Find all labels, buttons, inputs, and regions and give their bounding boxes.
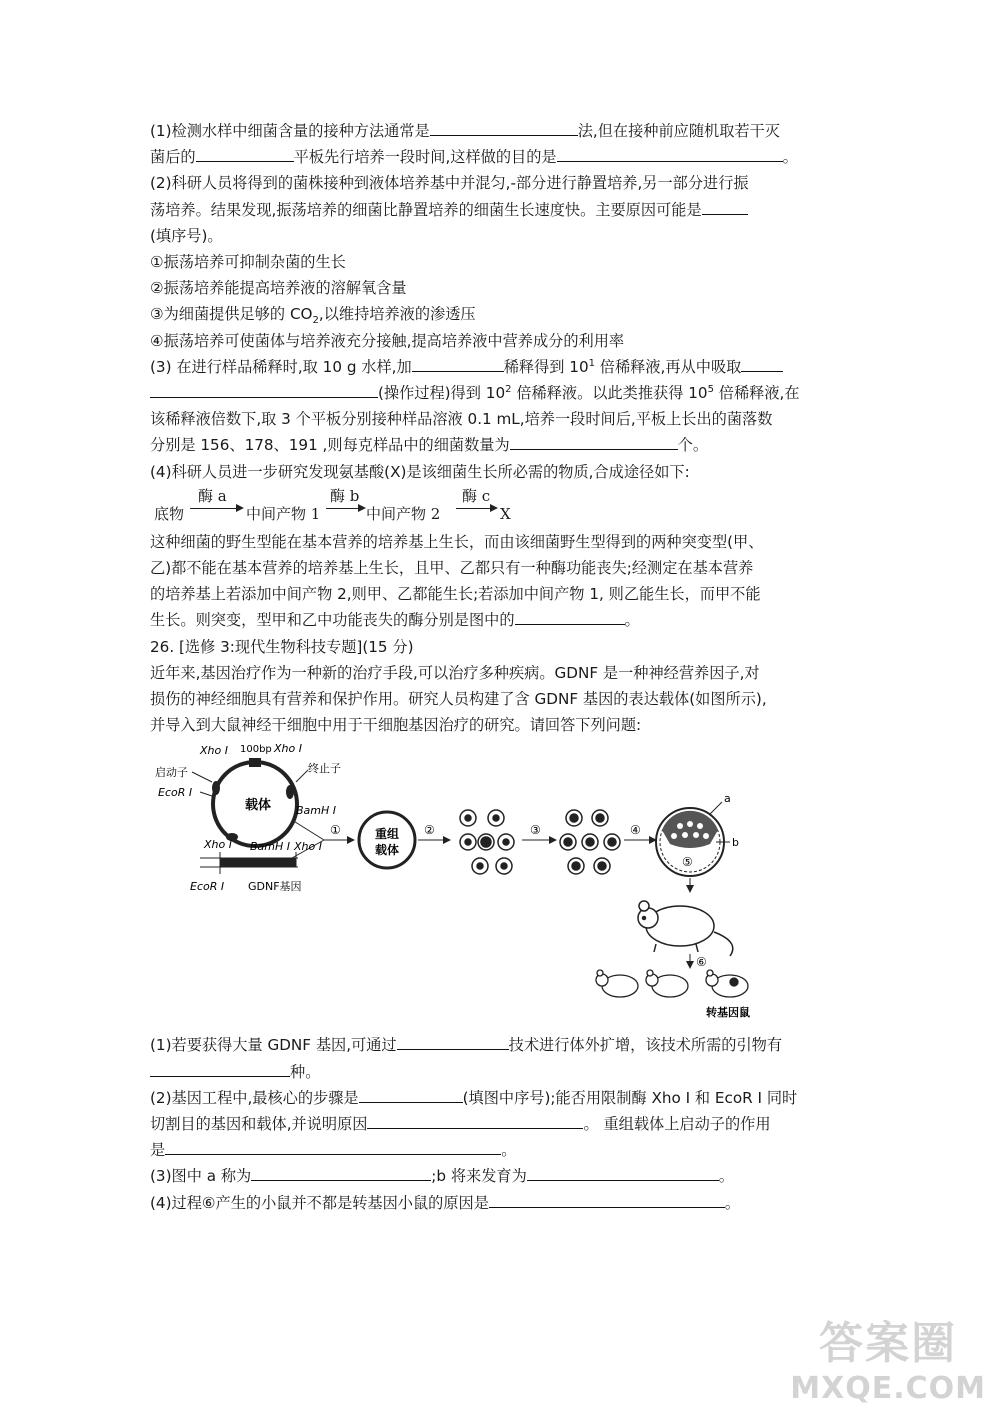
q2-option-4: ④振荡培养可使菌体与培养液充分接触,提高培养液中营养成分的利用率	[150, 331, 625, 350]
step-5-label: ⑤	[682, 855, 693, 870]
text: ,以维持培养液的渗透压	[318, 305, 476, 324]
ecor-label: EcoR Ⅰ	[158, 786, 193, 800]
q26-intro-1: 近年来,基因治疗作为一种新的治疗手段,可以治疗多种疾病。GDNF 是一种神经营养因子,对	[150, 663, 760, 682]
connector-line	[292, 820, 324, 840]
q4-para-2: 乙)都不能在基本营养的培养基上生长，且甲、乙都只有一种酶功能丧失;经测定在基本营养	[150, 559, 754, 578]
text: (3) 在进行样品稀释时,取 10 g 水样,加	[150, 357, 412, 376]
q1-line-2	[150, 144, 850, 170]
q1-line-1	[150, 118, 850, 144]
text: 。 重组载体上启动子的作用	[583, 1115, 771, 1134]
step-3-label: ③	[530, 823, 541, 838]
enzyme-a-label: 酶 a	[198, 486, 227, 505]
q26-heading: 26. [选修 3:现代生物科技专题](15 分)	[150, 637, 414, 656]
terminator-marker	[286, 785, 294, 799]
answer-blank[interactable]	[150, 380, 378, 398]
q3-line-1	[150, 354, 850, 380]
q2-line-3: (填序号)。	[150, 226, 223, 245]
q4-para-3: 的培养基上若添加中间产物 2,则甲、乙都能生长;若添加中间产物 1, 则乙能生长，而甲不能	[150, 585, 761, 604]
text: (1)检测水样中细菌含量的接种方法通常是	[150, 122, 430, 140]
arrow-icon	[456, 508, 496, 509]
step-1-label: ①	[330, 823, 341, 838]
answer-blank[interactable]	[489, 1190, 725, 1208]
xho-label: Xho Ⅰ	[204, 838, 232, 852]
text: (填图中序号);能否用限制酶 Xho I 和 EcoR I 同时	[462, 1088, 798, 1107]
q2-line-2	[150, 197, 850, 223]
text: 倍稀释液。以此类推获得 10	[511, 384, 708, 403]
answer-blank[interactable]	[702, 197, 748, 215]
mouse-icon	[638, 901, 733, 956]
cell-group-1	[460, 810, 514, 874]
a4-line	[150, 1190, 850, 1216]
subscript: 2	[312, 315, 319, 327]
synthesis-pathway	[150, 485, 850, 529]
vector-label: 载体	[244, 798, 272, 814]
superscript: 1	[588, 357, 595, 369]
xho-label: Xho Ⅰ	[294, 840, 322, 854]
q4-para-4	[150, 607, 850, 633]
text: 种。	[290, 1062, 321, 1081]
step-4-label: ④	[630, 823, 641, 838]
bamh-label: BamH Ⅰ	[250, 840, 291, 854]
a2-line-3	[150, 1137, 850, 1163]
answer-blank[interactable]	[359, 1085, 463, 1103]
text: 。	[624, 611, 640, 630]
answer-blank[interactable]	[510, 432, 678, 450]
text: 是	[150, 1141, 166, 1160]
bamh-label: BamH Ⅰ	[296, 804, 337, 818]
superscript: 5	[707, 383, 714, 395]
product-x-label: X	[500, 504, 511, 523]
cell-group-2	[560, 810, 620, 874]
terminator-label: 终止子	[308, 762, 341, 776]
text: 倍稀释液,在	[713, 384, 800, 403]
text: (3)图中 a 称为	[150, 1167, 252, 1186]
leader-line	[200, 792, 212, 796]
text: 技术进行体外扩增，该技术所需的引物有	[508, 1036, 782, 1055]
leader-line	[192, 772, 212, 782]
text: 倍稀释液,再从中吸取	[594, 357, 742, 376]
answer-blank[interactable]	[251, 1163, 431, 1181]
arrow-icon	[190, 508, 242, 509]
promoter-label: 启动子	[155, 766, 188, 780]
intermediate-1-label: 中间产物 1	[246, 504, 321, 523]
watermark-text: 答案圈	[819, 1318, 958, 1369]
text: 个。	[677, 436, 709, 455]
answer-blank[interactable]	[527, 1163, 719, 1181]
text: 分别是 156、178、191 ,则每克样品中的细菌数量为	[150, 436, 510, 455]
q26-intro-2: 损伤的神经细胞具有营养和保护作用。研究人员构建了含 GDNF 基因的表达载体(如图所示),	[150, 690, 767, 709]
gene-label: GDNF基因	[248, 880, 302, 894]
bp-label: 100bp	[240, 744, 272, 756]
step-6-label: ⑥	[696, 955, 707, 970]
text: 。	[501, 1141, 517, 1160]
q3-line-3: 该稀释液倍数下,取 3 个平板分别接种样品溶液 0.1 mL,培养一段时间后,平板上长出的菌落数	[150, 410, 773, 429]
answer-blank[interactable]	[557, 144, 783, 162]
watermark-logo	[790, 1307, 986, 1406]
answer-blank[interactable]	[412, 354, 504, 372]
figure-svg	[150, 742, 850, 1024]
recombinant-label: 载体	[374, 843, 400, 858]
text: 稀释得到 10	[503, 357, 589, 376]
leader-line	[296, 770, 308, 782]
q3-line-4	[150, 432, 850, 458]
text: 。	[718, 1167, 734, 1186]
recombinant-label: 重组	[374, 827, 400, 842]
xho-label: Xho Ⅰ	[200, 744, 228, 758]
enzyme-c-label: 酶 c	[462, 486, 491, 505]
q2-option-3	[150, 301, 850, 327]
a3-line	[150, 1163, 850, 1189]
q26-intro-3: 并导入到大鼠神经干细胞中用于干细胞基因治疗的研究。请回答下列问题:	[150, 716, 642, 735]
a2-line-2	[150, 1111, 850, 1137]
q4-line-1: (4)科研人员进一步研究发现氨基酸(X)是该细菌生长所必需的物质,合成途径如下:	[150, 462, 690, 481]
text: (1)若要获得大量 GDNF 基因,可通过	[150, 1036, 397, 1055]
gene-therapy-figure	[150, 742, 850, 1024]
ecor-label: EcoR Ⅰ	[190, 880, 225, 894]
gdnf-gene-bar	[220, 858, 296, 867]
text: (4)过程⑥产生的小鼠并不都是转基因小鼠的原因是	[150, 1193, 489, 1212]
intermediate-2-label: 中间产物 2	[366, 504, 441, 523]
q2-option-2: ②振荡培养能提高培养液的溶解氧含量	[150, 279, 407, 298]
text: 平板先行培养一段时间,这样做的目的是	[293, 148, 557, 167]
exam-page	[150, 118, 850, 1216]
mouse-icon	[596, 970, 638, 997]
arrow-icon	[326, 508, 364, 509]
text: 。	[782, 148, 798, 167]
text: (操作过程)得到 10	[378, 384, 506, 403]
step-2-label: ②	[424, 823, 435, 838]
q2-option-1: ①振荡培养可抑制杂菌的生长	[150, 253, 346, 272]
answer-blank[interactable]	[515, 607, 625, 625]
answer-blank[interactable]	[397, 1032, 509, 1050]
text: 菌后的	[150, 148, 196, 167]
text: (2)基因工程中,最核心的步骤是	[150, 1088, 359, 1107]
text: 。	[724, 1193, 741, 1212]
promoter-marker	[212, 781, 220, 795]
label-a: a	[724, 792, 731, 806]
text: 切割目的基因和载体,并说明原因	[150, 1115, 368, 1134]
answer-blank[interactable]	[150, 1059, 290, 1077]
q2-line-1: (2)科研人员将得到的菌株接种到液体培养基中并混匀,-部分进行静置培养,另一部分进行振	[150, 174, 749, 193]
enzyme-b-label: 酶 b	[330, 486, 360, 505]
text: 法,但在接种前应随机取若干灭	[577, 122, 780, 140]
q3-line-2	[150, 380, 850, 406]
text: ;b 将来发育为	[431, 1167, 527, 1186]
answer-blank[interactable]	[741, 354, 783, 372]
xho-label: Xho Ⅰ	[274, 742, 302, 756]
substrate-label: 底物	[154, 504, 185, 523]
superscript: 2	[505, 383, 512, 395]
a2-line-1	[150, 1085, 850, 1111]
mouse-icon	[646, 970, 688, 997]
transgenic-mouse-label: 转基因鼠	[706, 1006, 750, 1020]
watermark-text: MXQE.COM	[790, 1371, 986, 1406]
mouse-icon	[706, 970, 748, 997]
q4-para-1: 这种细菌的野生型能在基本营养的培养基上生长，而由该细菌野生型得到的两种突变型(甲、	[150, 532, 764, 551]
a1-line-1	[150, 1032, 850, 1058]
answer-blank[interactable]	[165, 1137, 501, 1155]
text: 生长。则突变，型甲和乙中功能丧失的酶分别是图中的	[150, 611, 515, 630]
text: ③为细菌提供足够的 CO	[150, 305, 313, 324]
a1-line-2	[150, 1059, 850, 1085]
answer-blank[interactable]	[430, 118, 578, 136]
answer-blank[interactable]	[196, 144, 294, 162]
text: 荡培养。结果发现,振荡培养的细菌比静置培养的细菌生长速度快。主要原因可能是	[150, 200, 702, 219]
label-b: b	[732, 836, 739, 850]
answer-blank[interactable]	[367, 1111, 583, 1129]
xho-fragment	[249, 758, 261, 767]
leader-line	[710, 802, 722, 814]
